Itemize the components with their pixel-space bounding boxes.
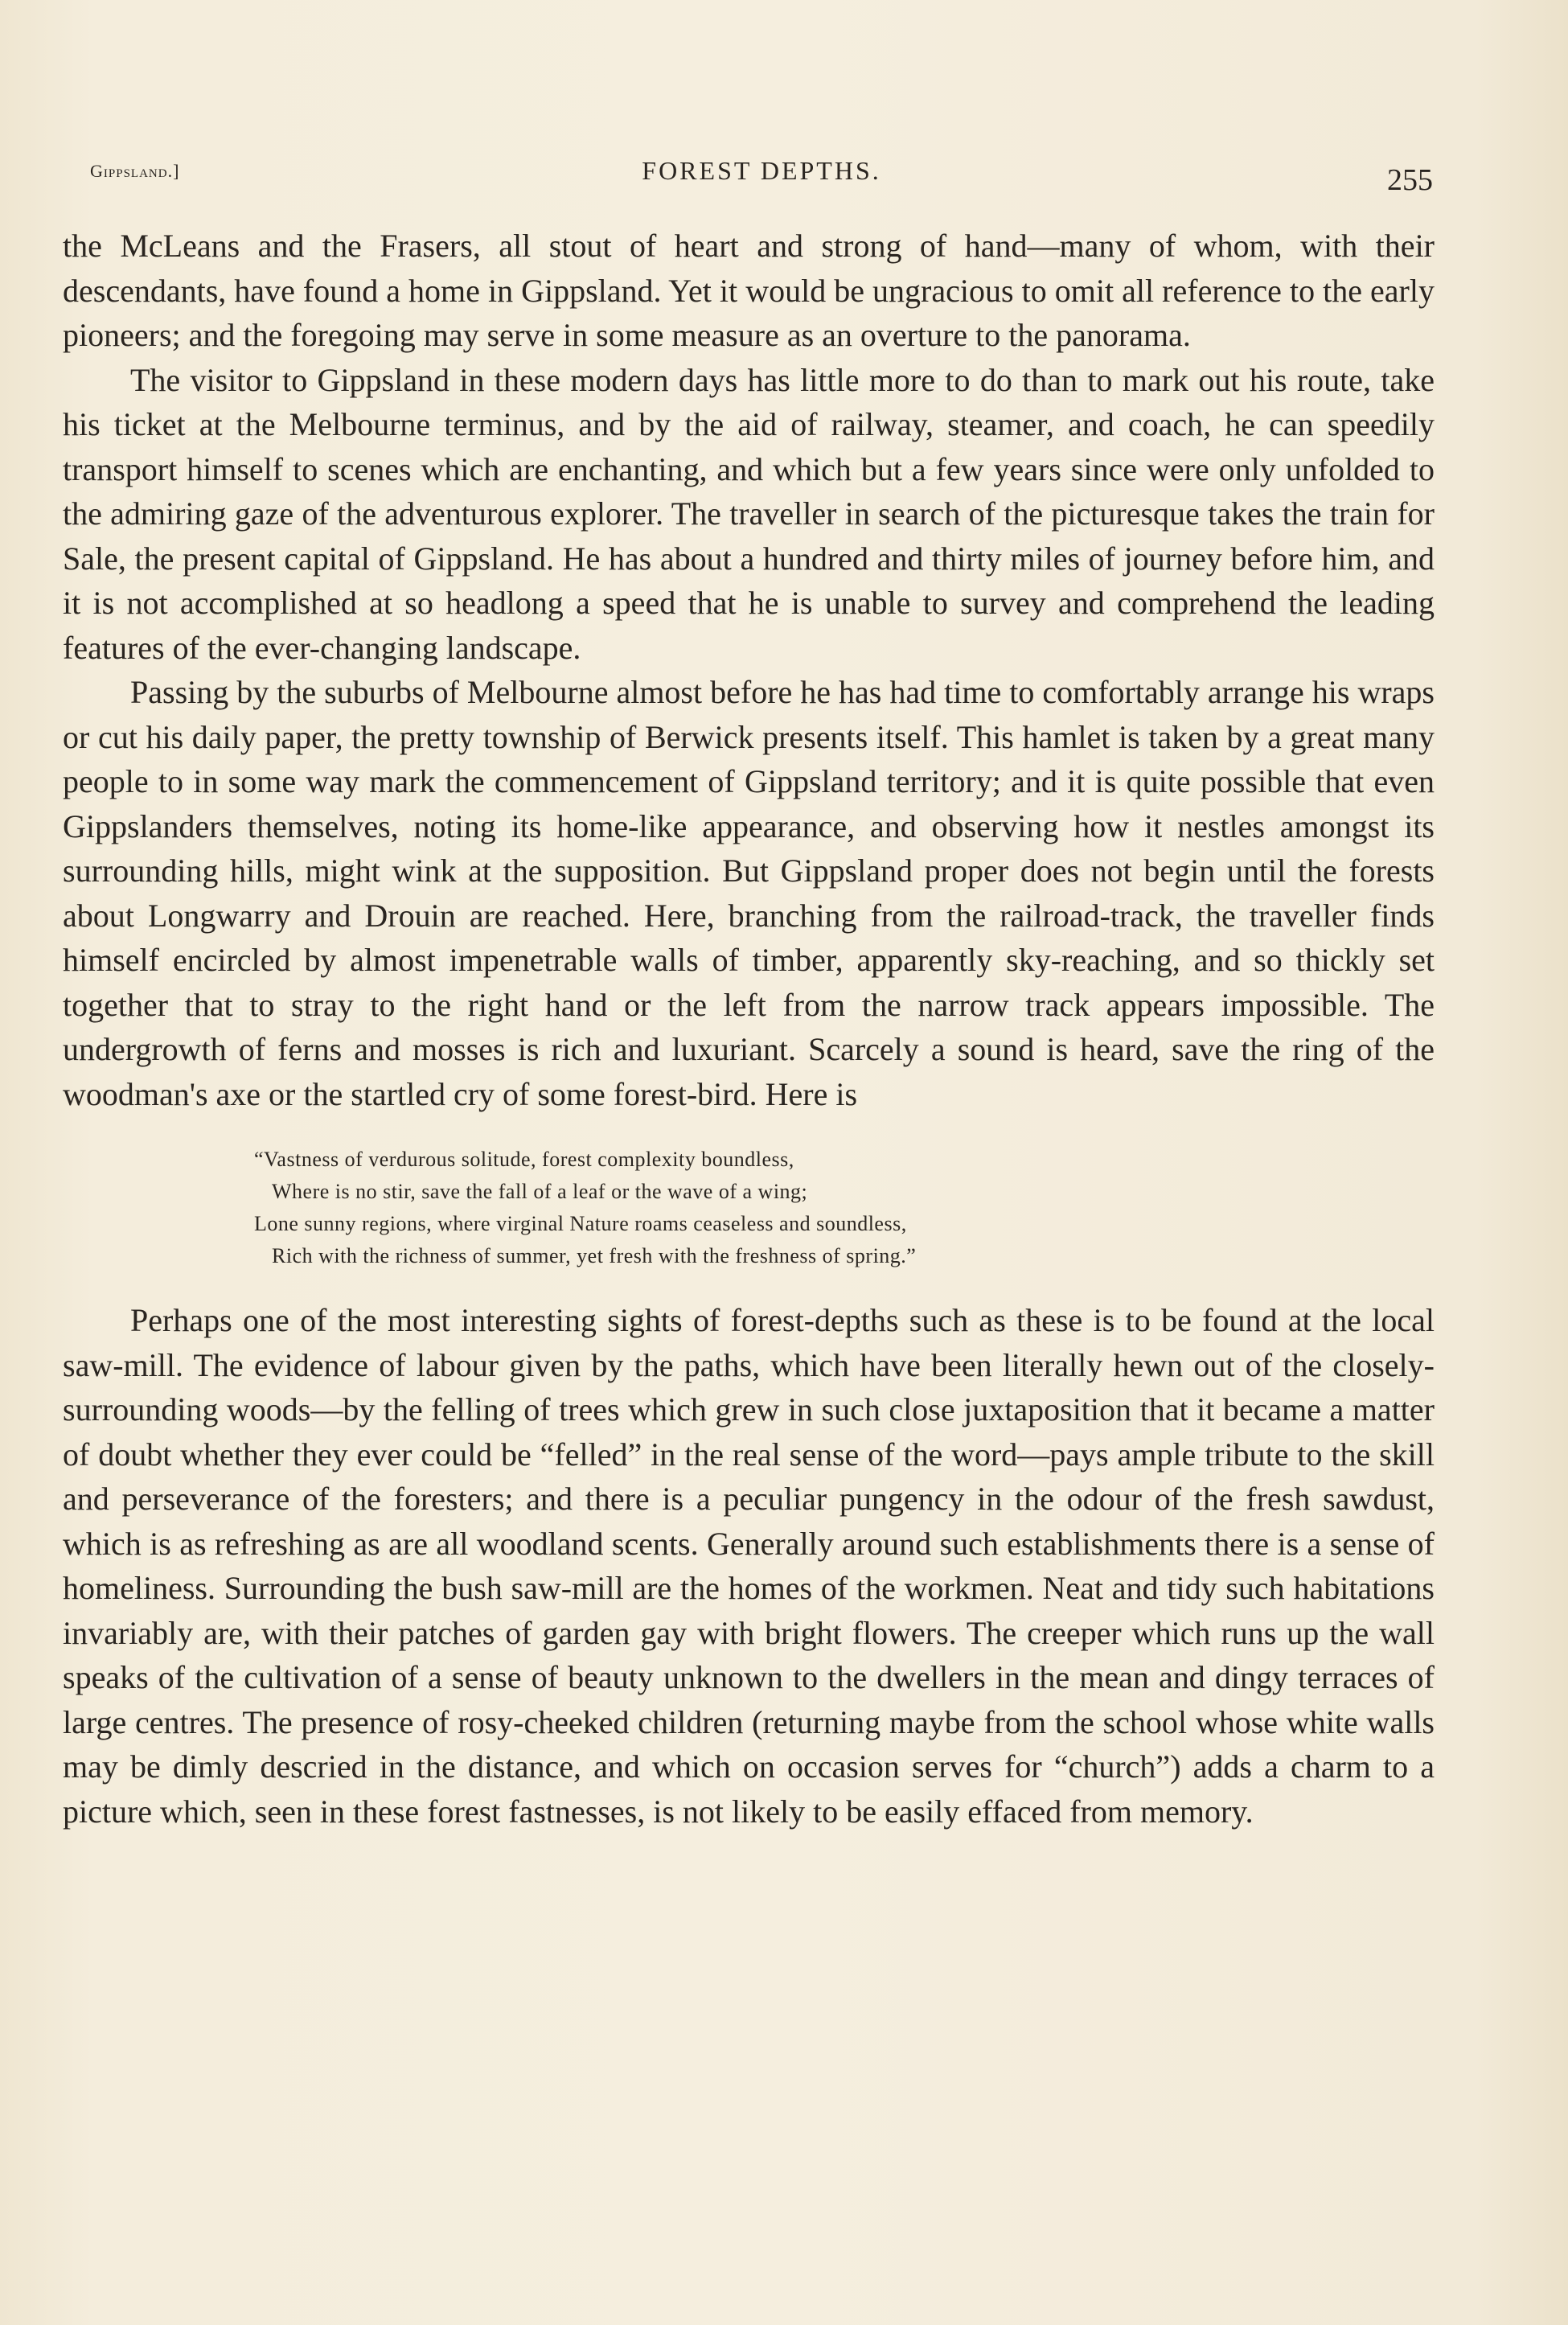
verse-line-1: “Vastness of verdurous solitude, forest complexity boundless,: [254, 1148, 794, 1171]
verse-line-2: Where is no stir, save the fall of a leaf or the wave of a wing;: [272, 1180, 808, 1203]
page-number: 255: [1387, 163, 1433, 197]
verse-line-3: Lone sunny regions, where virginal Nature roams ceaseless and soundless,: [254, 1212, 907, 1235]
body-text: [63, 224, 1435, 1834]
verse-line-4: Rich with the richness of summer, yet fresh with the freshness of spring.”: [272, 1244, 917, 1267]
running-head: [90, 153, 1433, 201]
paragraph-3: Passing by the suburbs of Melbourne almost before he has had time to comfortably arrange his wraps or cut his daily paper, the pretty township of Berwick presents itself. This hamlet is taken by a great many people to in some way mark the commencement of Gippsland territory; and it is quite possible that even Gippslanders themselves, noting its home-like appearance, and observing how it nestles amongst its surrounding hills, might wink at the supposition. But Gippsland proper does not begin until the forests about Longwarry and Drouin are reached. Here, branching from the railroad-track, the traveller finds himself encircled by almost impenetrable walls of timber, apparently sky-reaching, and so thickly set together that to stray to the right hand or the left from the narrow track appears impossible. The undergrowth of ferns and mosses is rich and luxuriant. Scarcely a sound is heard, save the ring of the woodman's axe or the startled cry of some forest-bird. Here is: [63, 674, 1435, 1112]
paragraph-1: the McLeans and the Frasers, all stout of heart and strong of hand—many of whom, with their descendants, have found a home in Gippsland. Yet it would be ungracious to omit all reference to the early pioneers; and the foregoing may serve in some measure as an overture to the panorama.: [63, 228, 1435, 353]
section-label: Gippsland.]: [90, 161, 180, 181]
verse-quotation: [254, 1144, 1435, 1272]
paragraph-4: Perhaps one of the most interesting sights of forest-depths such as these is to be found at the local saw-mill. The evidence of labour given by the paths, which have been literally hewn out of the closely-surrounding woods—by the felling of trees which grew in such close juxtaposition that it became a matter of doubt whether they ever could be “felled” in the real sense of the word—pays ample tribute to the skill and perseverance of the foresters; and there is a peculiar pungency in the odour of the fresh sawdust, which is as refreshing as are all woodland scents. Generally around such establishments there is a sense of homeliness. Surrounding the bush saw-mill are the homes of the workmen. Neat and tidy such habitations invariably are, with their patches of garden gay with bright flowers. The creeper which runs up the wall speaks of the cultivation of a sense of beauty unknown to the dwellers in the mean and dingy terraces of large centres. The presence of rosy-cheeked children (returning maybe from the school whose white walls may be dimly descried in the distance, and which on occasion serves for “church”) adds a charm to a picture which, seen in these forest fastnesses, is not likely to be easily effaced from memory.: [63, 1302, 1435, 1830]
chapter-title: FOREST DEPTHS.: [642, 156, 881, 185]
paragraph-2: The visitor to Gippsland in these modern days has little more to do than to mark out his route, take his ticket at the Melbourne terminus, and by the aid of railway, steamer, and coach, he can speedily transport himself to scenes which are enchanting, and which but a few years since were only unfolded to the admiring gaze of the adventurous explorer. The traveller in search of the picturesque takes the train for Sale, the present capital of Gippsland. He has about a hundred and thirty miles of journey before him, and it is not accomplished at so headlong a speed that he is unable to survey and comprehend the leading features of the ever-changing landscape.: [63, 361, 1435, 666]
